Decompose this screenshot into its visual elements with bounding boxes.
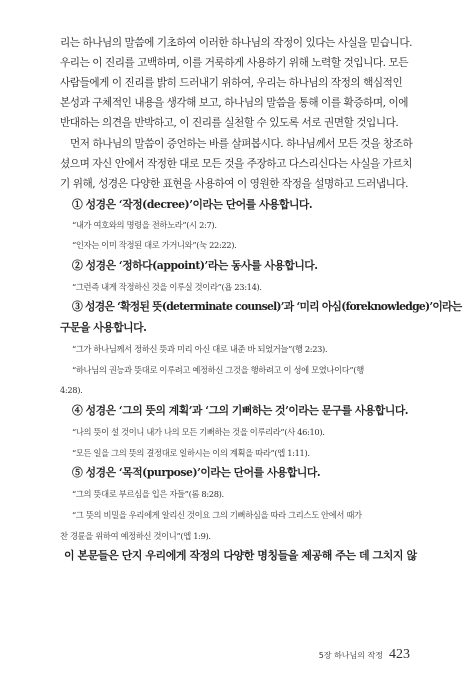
list-item-heading-cont: 구문을 사용합니다.: [60, 321, 147, 334]
body-line: 셨으며 자신 안에서 작정한 대로 모든 것을 주장하고 다스리신다는 사실을 가르치: [60, 158, 413, 170]
chapter-title: 5장 하나님의 작정: [318, 651, 383, 660]
scripture-quote: “그가 하나님께서 정하신 뜻과 미리 아신 대로 내준 바 되었거늘”(행 2:23).: [72, 344, 328, 354]
list-item-heading: ① 성경은 ‘작정(decree)’이라는 단어를 사용합니다.: [72, 198, 313, 211]
body-line: 먼저 하나님의 말씀이 증언하는 바를 살펴봅시다. 하나님께서 모든 것을 창조하: [70, 138, 413, 150]
scripture-quote: “모든 일을 그의 뜻의 결정대로 일하시는 이의 계획을 따라”(엡 1:11).: [72, 448, 310, 458]
scripture-quote: “내가 여호와의 명령을 전하노라”(시 2:7).: [72, 220, 217, 230]
list-item-heading: ② 성경은 ‘정하다(appoint)’라는 동사를 사용합니다.: [72, 259, 318, 272]
list-item-heading: ④ 성경은 ‘그의 뜻의 계획’과 ‘그의 기뻐하는 것’이라는 문구를 사용합니다.: [72, 404, 409, 417]
scripture-quote: “그 뜻의 비밀을 우리에게 알리신 것이요 그의 기뻐하심을 따라 그리스도 안에서 때가: [72, 510, 362, 520]
page-footer: [319, 647, 410, 663]
list-item-heading: ③ 성경은 ‘확정된 뜻(determinate counsel)’과 ‘미리 아심(foreknowledge)’이라는: [72, 300, 462, 313]
body-line: 본성과 구체적인 내용을 생각해 보고, 하나님의 말씀을 통해 이를 확증하며, 이에: [60, 97, 409, 109]
scripture-quote: “그의 뜻대로 부르심을 입은 자들”(롬 8:28).: [72, 489, 224, 499]
scripture-quote: “나의 뜻이 설 것이니 내가 나의 모든 기뻐하는 것을 이루리라”(사 46:10).: [72, 427, 325, 437]
body-line: 기 위해, 성경은 다양한 표현을 사용하여 이 영원한 작정을 설명하고 드러냅니다.: [60, 178, 409, 190]
page-number: 423: [389, 647, 410, 662]
body-line: 이 본문들은 단지 우리에게 작정의 다양한 명칭들을 제공해 주는 데 그치지 않: [64, 549, 417, 562]
body-line: 사람들에게 이 진리를 밝히 드러내기 위하여, 우리는 하나님의 작정의 핵심적인: [60, 77, 403, 89]
scripture-quote: “그런즉 내게 작정하신 것을 이루실 것이라”(욥 23:14).: [72, 282, 262, 292]
body-line: 리는 하나님의 말씀에 기초하여 이러한 하나님의 작정이 있다는 사실을 믿습니다.: [60, 37, 413, 49]
body-line: 반대하는 의견을 반박하고, 이 진리를 실천할 수 있도록 서로 권면할 것입니다.: [60, 117, 399, 129]
body-line: 우리는 이 진리를 고백하며, 이를 거룩하게 사용하기 위해 노력할 것입니다. 모든: [60, 57, 409, 69]
list-item-heading: ⑤ 성경은 ‘목적(purpose)’이라는 단어를 사용합니다.: [72, 466, 321, 479]
scripture-quote: “인자는 이미 작정된 대로 가거니와”(눅 22:22).: [72, 240, 237, 250]
scripture-quote: “하나님의 권능과 뜻대로 이루려고 예정하신 그것을 행하려고 이 성에 모였나이다”(행: [72, 365, 364, 375]
scripture-quote-cont: 찬 경륜을 위하여 예정하신 것이니”(엡 1:9).: [60, 531, 211, 541]
scripture-quote-cont: 4:28).: [60, 385, 83, 395]
